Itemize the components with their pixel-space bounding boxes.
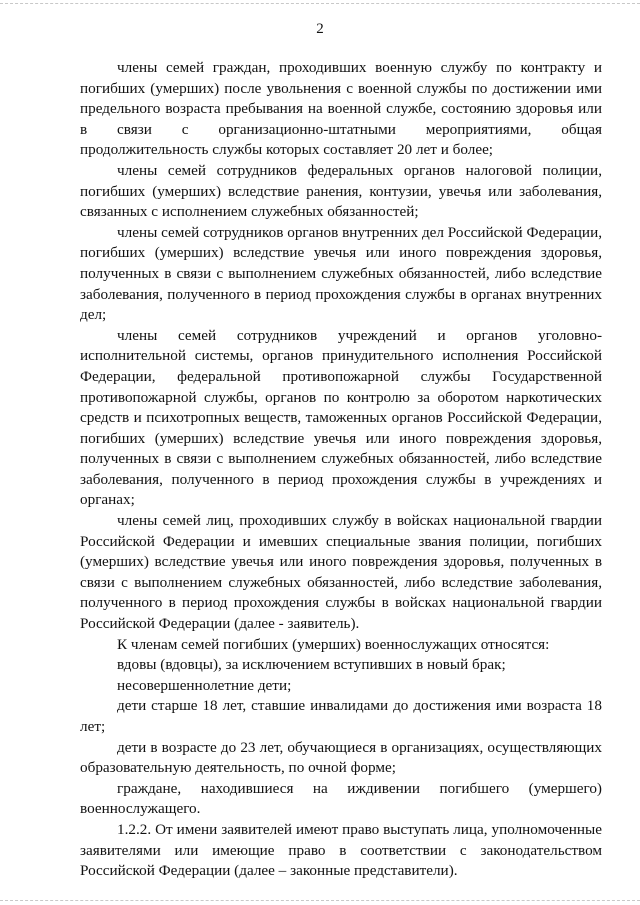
paragraph-minor-children: несовершеннолетние дети; — [117, 676, 292, 694]
paragraph-national-guard-families: члены семей лиц, проходивших службу в войсках национальной гвардии Российской Федерации и имевших специальные звания полиции, погибших (умерших) вследствие увечья или иного повреждения здоровья, полученных в связи с выполнением служебных обязанностей, либо вследствие заболевания, полученного в период прохождения службы в войсках национальной гвардии Российской Федерации (далее - заявитель). — [80, 512, 602, 633]
paragraph-widows: вдовы (вдовцы), за исключением вступивших в новый брак; — [117, 656, 506, 674]
paragraph-legal-representatives: 1.2.2. От имени заявителей имеют право выступать лица, уполномоченные заявителями или имеющие право в соответствии с законодательством Российской Федерации (далее – законные представители). — [80, 820, 602, 880]
page-number: 2 — [316, 21, 324, 37]
paragraph-internal-affairs-families: члены семей сотрудников органов внутренних дел Российской Федерации, погибших (умерших) вследствие увечья или иного повреждения здоровья, полученных в связи с выполнением служебных обязанностей, либо вследствие заболевания, полученного в период прохождения службы в органах внутренних дел; — [80, 223, 602, 324]
paragraph-dependents: граждане, находившиеся на иждивении погибшего (умершего) военнослужащего. — [80, 779, 602, 818]
paragraph-family-members-intro: К членам семей погибших (умерших) военнослужащих относятся: — [117, 635, 550, 653]
scan-edge-bottom — [0, 900, 640, 901]
document-body — [80, 58, 602, 882]
paragraph-student-children: дети в возрасте до 23 лет, обучающиеся в организациях, осуществляющих образовательную деятельность, по очной форме; — [80, 738, 602, 777]
scan-edge-top — [0, 3, 640, 4]
paragraph-disabled-children: дети старше 18 лет, ставшие инвалидами до достижения ими возраста 18 лет; — [80, 697, 602, 735]
paragraph-tax-police-families: члены семей сотрудников федеральных органов налоговой полиции, погибших (умерших) вследствие ранения, контузии, увечья или заболевания, связанных с исполнением служебных обязанностей; — [80, 161, 602, 221]
paragraph-penal-system-families: члены семей сотрудников учреждений и органов уголовно-исполнительной системы, органов принудительного исполнения Российской Федерации, федеральной противопожарной службы Государственной противопожарной службы, органов по контролю за оборотом наркотических средств и психотропных веществ, таможенных органов Российской Федерации, погибших (умерших) вследствие увечья или иного повреждения здоровья, полученных в связи с выполнением служебных обязанностей, либо вследствие заболевания, полученного в период прохождения службы в учреждениях и органах; — [80, 326, 602, 509]
paragraph-contract-servicemen-families: члены семей граждан, проходивших военную службу по контракту и погибших (умерших) после увольнения с военной службы по достижении ими предельного возраста пребывания на военной службе, состоянию здоровья или в связи с организационно-штатными мероприятиями, общая продолжительность службы которых составляет 20 лет и более; — [80, 59, 602, 159]
